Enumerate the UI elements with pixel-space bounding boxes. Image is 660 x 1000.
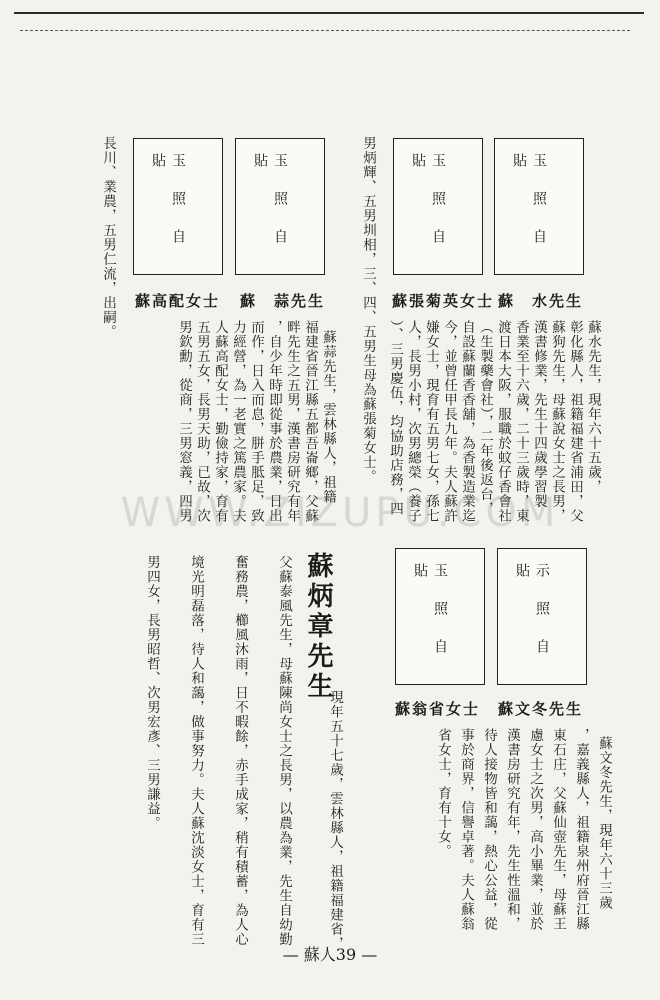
- text-column: 五男五女，長男天助，已故，次: [194, 320, 210, 523]
- page-top-border: [14, 12, 644, 76]
- watermark: WWW.ZIZUPU.COM: [120, 490, 560, 536]
- text-column: 香業至十六歲，二十三歲時，東: [513, 320, 529, 523]
- text-column: 人，長男小村，次男總榮（養子: [405, 320, 421, 523]
- photo-placeholder-su-nian: [235, 138, 325, 275]
- text-column: 蘇文冬先生，現年六十三歲: [596, 736, 612, 910]
- text-column: 蘇水先生，現年六十五歲，: [585, 320, 601, 494]
- text-column: 人蘇高配女士，勤儉持家，育有: [212, 320, 228, 523]
- text-column: 畔先生之五男，漢書房研究有年: [284, 320, 300, 523]
- text-column: 男欽勳，從商，三男窓義，四男: [176, 320, 192, 523]
- text-column: 蘇蒜先生，雲林縣人，祖籍: [320, 330, 336, 504]
- photo-placeholder-su-shuei: [494, 138, 584, 275]
- caption-su-weng-sheng: 蘇翁省女士: [395, 700, 481, 718]
- text-column: 蘇狗先生，母蘇說女士之長男，: [549, 320, 565, 523]
- text-column: 彰化縣人，祖籍福建省浦田，父: [567, 320, 583, 523]
- text-column: 待人接物皆和藹，熱心公益，從: [481, 728, 497, 931]
- text-column: 男炳輝、五男圳相，三、四、五男生母為蘇張菊女士。: [360, 136, 376, 484]
- text-column: 省女士，育有十女。: [435, 728, 451, 859]
- text-column: 漢書房研究有年，先生性溫和，: [504, 728, 520, 931]
- photo-placeholder-su-weng-sheng: [395, 548, 485, 685]
- text-column: 渡日本大阪，服職於蚊仔香會社: [495, 320, 511, 523]
- caption-su-chang-chu-ying: 蘇張菊英女士: [392, 292, 495, 310]
- text-column: 慮女士之次男，高小畢業，並於: [527, 728, 543, 931]
- text-column: （生製藥會社），二年後返台，: [477, 320, 493, 517]
- photo-label: 玉照自貼: [410, 153, 446, 267]
- text-column: 力經營，為一老實之篤農家。夫: [230, 320, 246, 523]
- text-column: 福建省晉江縣五都吾崙鄉，父蘇: [302, 320, 318, 523]
- text-column: 現年五十七歲，雲林縣人，祖籍福建省，: [327, 690, 343, 951]
- photo-label: 玉照自貼: [511, 153, 547, 267]
- text-column-far-left: 長川、業農，五男仁流，出嗣。: [100, 136, 116, 339]
- text-column: 境光明磊落，待人和藹，做事努力。夫人蘇沈淡女士，育有三: [188, 555, 204, 947]
- text-column: 自設蘇蘭香香舖，為香製造業迄: [459, 320, 475, 523]
- page-number: — 蘇人39 —: [282, 945, 378, 964]
- caption-su-wen-tung: 蘇文冬先生: [498, 700, 584, 718]
- photo-label: 玉照自貼: [412, 563, 448, 677]
- caption-su-nian: 蘇 蒜先生: [240, 292, 326, 310]
- caption-su-kao-fei: 蘇高配女士: [135, 292, 221, 310]
- photo-placeholder-su-wen-tung: [497, 548, 587, 685]
- text-column: 東石庄，父蘇仙壺先生，母蘇王: [550, 728, 566, 931]
- photo-placeholder-su-chang-chu-ying: [393, 138, 483, 275]
- text-column: 漢書修業，先生十四歲學習製: [531, 320, 547, 509]
- text-column: 男四女，長男昭哲、次男宏彥、三男謙益。: [144, 555, 160, 831]
- text-column: 事於商界，信譽卓著。夫人蘇翁: [458, 728, 474, 931]
- text-column: ）、三男慶伍，均協助店務，四: [387, 320, 403, 517]
- text-column: ，自少年時即從事於農業，日出: [266, 320, 282, 523]
- photo-placeholder-su-kao-fei: [133, 138, 223, 275]
- text-column: 今，並曾任甲長九年。夫人蘇許: [441, 320, 457, 523]
- text-column: ，嘉義縣人，祖籍泉州府晉江縣: [573, 728, 589, 931]
- text-column: 奮務農，櫛風沐雨，日不暇餘，赤手成家，稍有積蓄，為人心: [232, 555, 248, 947]
- text-column: 父蘇泰風先生，母蘇陳尚女士之長男，以農為業，先生自幼勤: [276, 555, 292, 947]
- page-top-dashed-rule: [20, 30, 630, 32]
- caption-su-shuei: 蘇 水先生: [498, 292, 584, 310]
- text-column: 而作，日入而息，胼手胝足，致: [248, 320, 264, 523]
- photo-label: 玉照自貼: [252, 153, 288, 267]
- text-column: 嫌女士，現育有五男七女，孫七: [423, 320, 439, 523]
- photo-label: 示照自貼: [514, 563, 550, 677]
- photo-label: 玉照自貼: [150, 153, 186, 267]
- heading-su-ping-chang: 蘇炳章先生: [303, 552, 333, 702]
